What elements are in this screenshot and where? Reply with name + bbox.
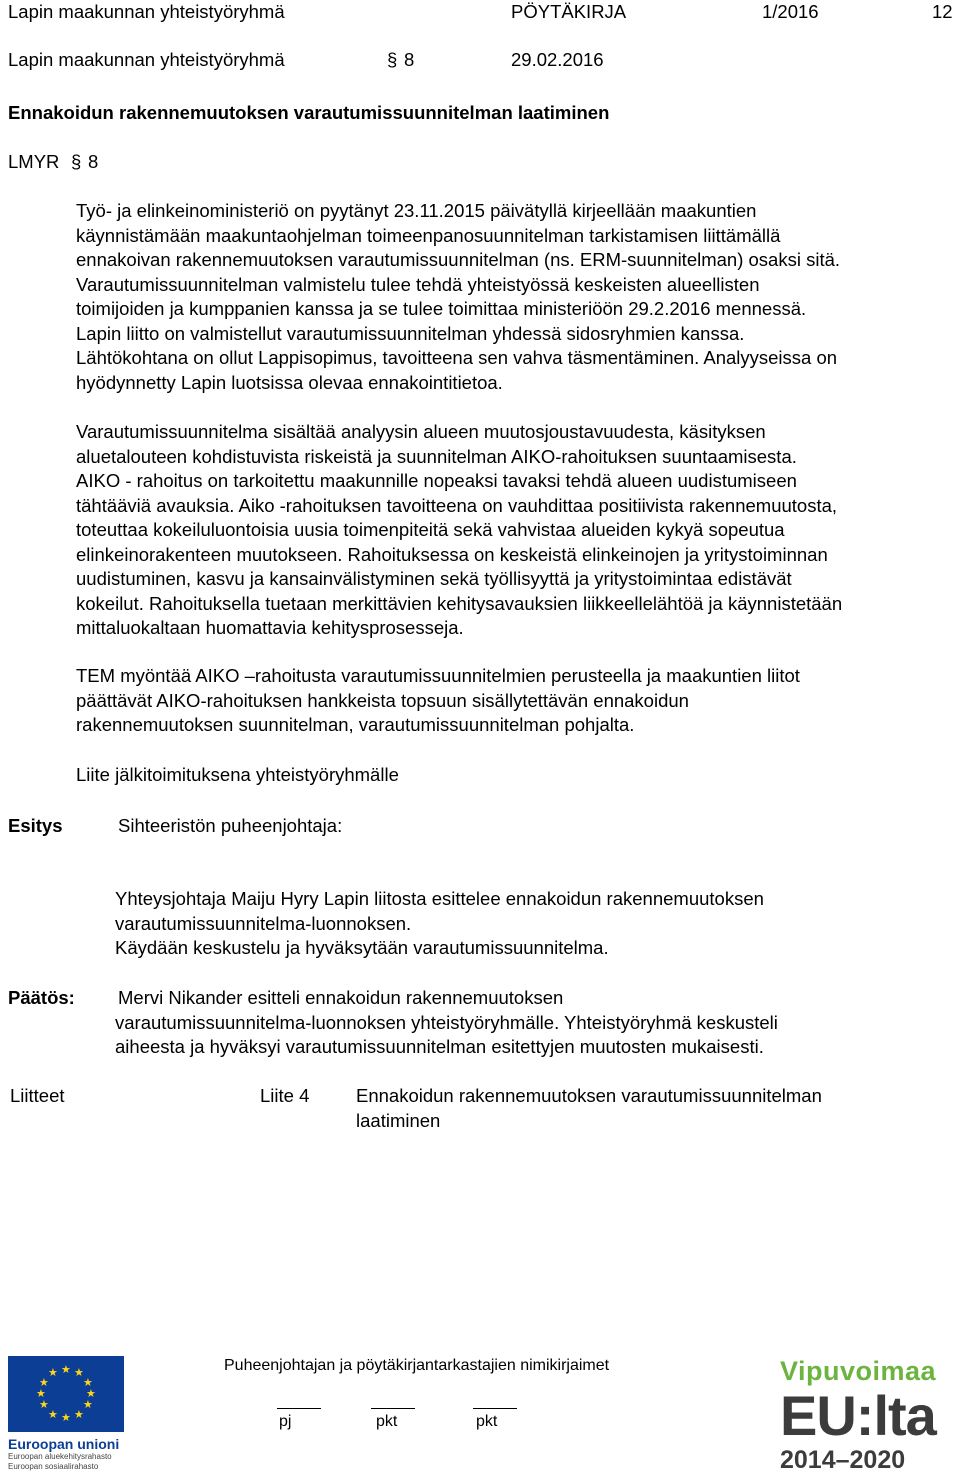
signature-label-pkt-1: pkt <box>376 1413 398 1430</box>
meeting-section-number: 8 <box>404 49 415 70</box>
body-paragraph-2: Varautumissuunnitelma sisältää analyysin alueen muutosjoustavuudesta, käsityksen aluetalouteen kohdistuvista riskeistä ja suunnitelman AIKO-rahoituksen suuntaamisesta. AIKO - rahoitus on tarkoitettu maakunnille nopeaksi tavaksi tehdä alueen uudistumiseen tähtääviä avauksia. Aiko -rahoituksen tavoitteena on vauhdittaa positiivista rakennemuutosta, toteuttaa kokeiluluontoisia uusia toimenpiteitä sekä vahvistaa alueiden kykyä sopeutua elinkeinorakenteen muutokseen. Rahoituksessa on keskeistä elinkeinojen ja yritystoiminnan uudistuminen, kasvu ja kansainvälistyminen sekä työllisyyttä ja yritystoimintaa edistävät kokeilut. Rahoituksella tuetaan merkittävien kehitysavauksien liikkeellelähtöä ja käynnistetään mittaluokaltaan huomattavia kehitysprosesseja. <box>76 421 843 638</box>
decision-text: Mervi Nikander esitteli ennakoidun rakennemuutoksen varautumissuunnitelma-luonnoksen yhteistyöryhmälle. Yhteistyöryhmä keskusteli aiheesta ja hyväksyi varautumissuunnitelman esitettyjen muutosten mukaisesti. <box>115 987 778 1057</box>
program-logo-line-1: Vipuvoimaa <box>780 1356 937 1386</box>
header-doc-type: PÖYTÄKIRJA <box>511 1 627 22</box>
meeting-section-symbol: § <box>387 49 398 70</box>
body-paragraph-3: TEM myöntää AIKO –rahoitusta varautumissuunnitelmien perusteella ja maakuntien liitot päättävät AIKO-rahoituksen hankkeista topsuun sisällytettävän ennakoidun rakennemuutoksen suunnitelman, varautumissuunnitelman pohjalta. <box>76 665 800 735</box>
signature-line-pkt-2 <box>473 1408 517 1409</box>
signature-label-pj: pj <box>279 1413 292 1430</box>
eu-logo-name: Euroopan unioni <box>8 1436 120 1452</box>
meeting-date: 29.02.2016 <box>511 49 604 70</box>
header-org: Lapin maakunnan yhteistyöryhmä <box>8 1 285 22</box>
reference-symbol: § <box>71 151 82 172</box>
body-paragraph-1: Työ- ja elinkeinoministeriö on pyytänyt 23.11.2015 päivätyllä kirjeellään maakuntien käynnistämään maakuntaohjelman toimeenpanosuunnitelman tarkistamisen liittämällä ennakoivan rakennemuutoksen varautumissuunnitelman (ns. ERM-suunnitelman) osaksi sitä. Varautumissuunnitelman valmistelu tulee tehdä yhteistyössä keskeisten alueellisten toimijoiden ja kumppanien kanssa ja se tulee toimittaa ministeriöön 29.2.2016 mennessä. Lapin liitto on valmistellut varautumissuunnitelman yhdessä sidosryhmien kanssa. Lähtökohtana on ollut Lappisopimus, tavoitteena sen vahva täsmentäminen. Analyyseissa on hyödynnetty Lapin luotsissa olevaa ennakointitietoa. <box>76 200 841 393</box>
header-doc-number: 1/2016 <box>762 1 819 22</box>
program-logo-line-2: EU:lta <box>780 1384 936 1447</box>
header-page-number: 12 <box>932 1 953 22</box>
signature-line-pkt-1 <box>371 1408 415 1409</box>
signatures-title: Puheenjohtajan ja pöytäkirjantarkastajien nimikirjaimet <box>224 1357 610 1374</box>
attachment-note: Liite jälkitoimituksena yhteistyöryhmälle <box>76 764 399 785</box>
attachments-label: Liitteet <box>10 1085 65 1106</box>
reference-code: LMYR <box>8 151 60 172</box>
program-logo <box>780 1356 960 1474</box>
decision-label: Päätös: <box>8 987 75 1008</box>
meeting-org: Lapin maakunnan yhteistyöryhmä <box>8 49 285 70</box>
proposal-by: Sihteeristön puheenjohtaja: <box>118 815 343 836</box>
attachment-item-id: Liite 4 <box>260 1085 310 1106</box>
signature-label-pkt-2: pkt <box>476 1413 498 1430</box>
reference-number: 8 <box>88 151 99 172</box>
eu-flag-icon: ★ ★ ★ ★ ★ ★ ★ ★ ★ ★ ★ ★ <box>8 1356 124 1432</box>
section-title: Ennakoidun rakennemuutoksen varautumissuunnitelman laatiminen <box>8 102 610 123</box>
eu-logo-fund-1: Euroopan aluekehitysrahasto <box>8 1452 112 1461</box>
program-logo-line-3: 2014–2020 <box>780 1446 906 1474</box>
proposal-label: Esitys <box>8 815 63 836</box>
proposal-text: Yhteysjohtaja Maiju Hyry Lapin liitosta esittelee ennakoidun rakennemuutoksen varautumissuunnitelma-luonnoksen. Käydään keskustelu ja hyväksytään varautumissuunnitelma. <box>115 888 764 958</box>
eu-logo <box>8 1356 124 1472</box>
signature-line-pj <box>277 1408 321 1409</box>
eu-logo-fund-2: Euroopan sosiaalirahasto <box>8 1462 99 1471</box>
attachment-item-title: Ennakoidun rakennemuutoksen varautumissuunnitelman laatiminen <box>356 1085 822 1131</box>
